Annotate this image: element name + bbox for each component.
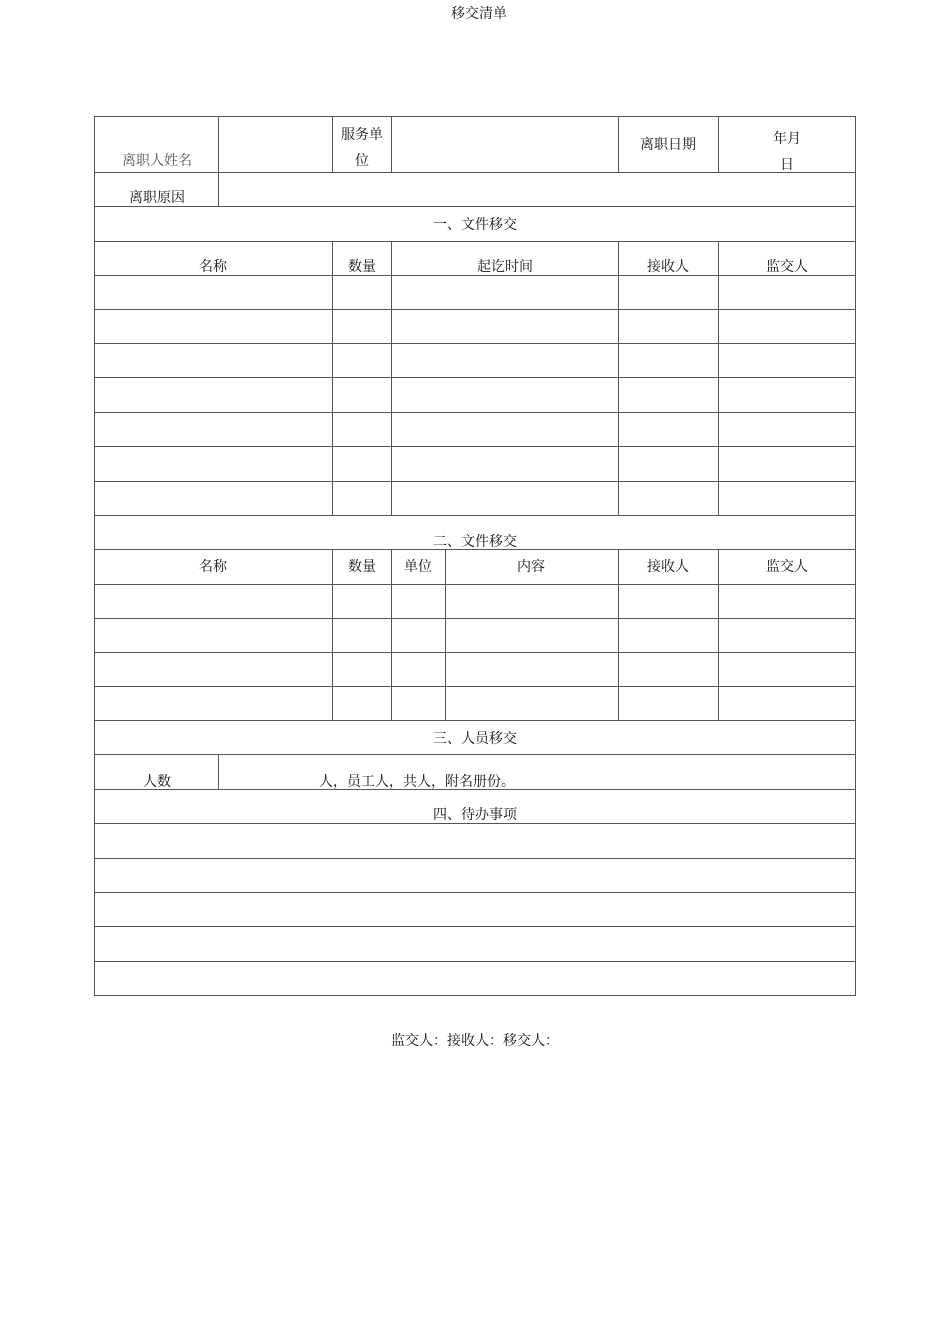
table-rule [94, 720, 856, 721]
table-rule [855, 116, 856, 996]
table-rule [94, 446, 856, 447]
section2-col-supervisor: 监交人 [766, 559, 808, 575]
table-rule [94, 377, 856, 378]
section1-col-qty: 数量 [348, 259, 376, 275]
section1-col-period: 起讫时间 [477, 259, 533, 275]
section4-title: 四、待办事项 [433, 807, 517, 823]
name-label: 离职人姓名 [122, 153, 192, 169]
table-rule [332, 116, 333, 172]
table-rule [94, 926, 856, 927]
table-rule [94, 412, 856, 413]
table-rule [94, 116, 856, 117]
table-rule [94, 754, 856, 755]
section1-title: 一、文件移交 [433, 217, 517, 233]
section1-col-supervisor: 监交人 [766, 259, 808, 275]
table-rule [94, 116, 95, 996]
unit-label: 服务单位 [341, 127, 383, 169]
table-rule [718, 116, 719, 172]
table-rule [94, 618, 856, 619]
section2-col-content: 内容 [517, 559, 545, 575]
table-rule [618, 116, 619, 172]
table-rule [94, 241, 856, 242]
table-rule [94, 892, 856, 893]
table-rule [218, 754, 219, 789]
table-rule [94, 343, 856, 344]
table-rule [445, 549, 446, 720]
table-rule [618, 549, 619, 720]
table-rule [94, 515, 856, 516]
table-rule [94, 961, 856, 962]
section3-title: 三、人员移交 [433, 731, 517, 747]
table-rule [94, 275, 856, 276]
date-label: 离职日期 [640, 137, 696, 153]
table-rule [618, 241, 619, 515]
table-rule [94, 481, 856, 482]
table-rule [718, 241, 719, 515]
section2-col-receiver: 接收人 [647, 559, 689, 575]
table-rule [391, 241, 392, 515]
table-rule [94, 584, 856, 585]
section2-col-qty: 数量 [348, 559, 376, 575]
table-rule [332, 241, 333, 515]
section2-title: 二、文件移交 [433, 534, 517, 550]
table-rule [94, 858, 856, 859]
signature-line: 监交人：接收人：移交人： [391, 1033, 559, 1049]
staff-count-text: 人，员工人，共人，附名册份。 [319, 774, 515, 790]
document-title: 移交清单 [451, 6, 507, 22]
reason-label: 离职原因 [129, 190, 185, 206]
section2-col-unit: 单位 [404, 559, 432, 575]
section1-col-name: 名称 [199, 259, 227, 275]
section1-col-receiver: 接收人 [647, 259, 689, 275]
table-rule [94, 652, 856, 653]
table-rule [218, 116, 219, 206]
table-rule [94, 172, 856, 173]
table-rule [94, 206, 856, 207]
table-rule [94, 686, 856, 687]
table-rule [718, 549, 719, 720]
table-rule [391, 116, 392, 172]
table-rule [94, 309, 856, 310]
table-rule [94, 823, 856, 824]
date-value: 年月日 [773, 131, 801, 173]
staff-count-label: 人数 [143, 774, 171, 790]
table-rule [391, 549, 392, 720]
table-rule [332, 549, 333, 720]
table-rule [94, 995, 856, 996]
section2-col-name: 名称 [199, 559, 227, 575]
